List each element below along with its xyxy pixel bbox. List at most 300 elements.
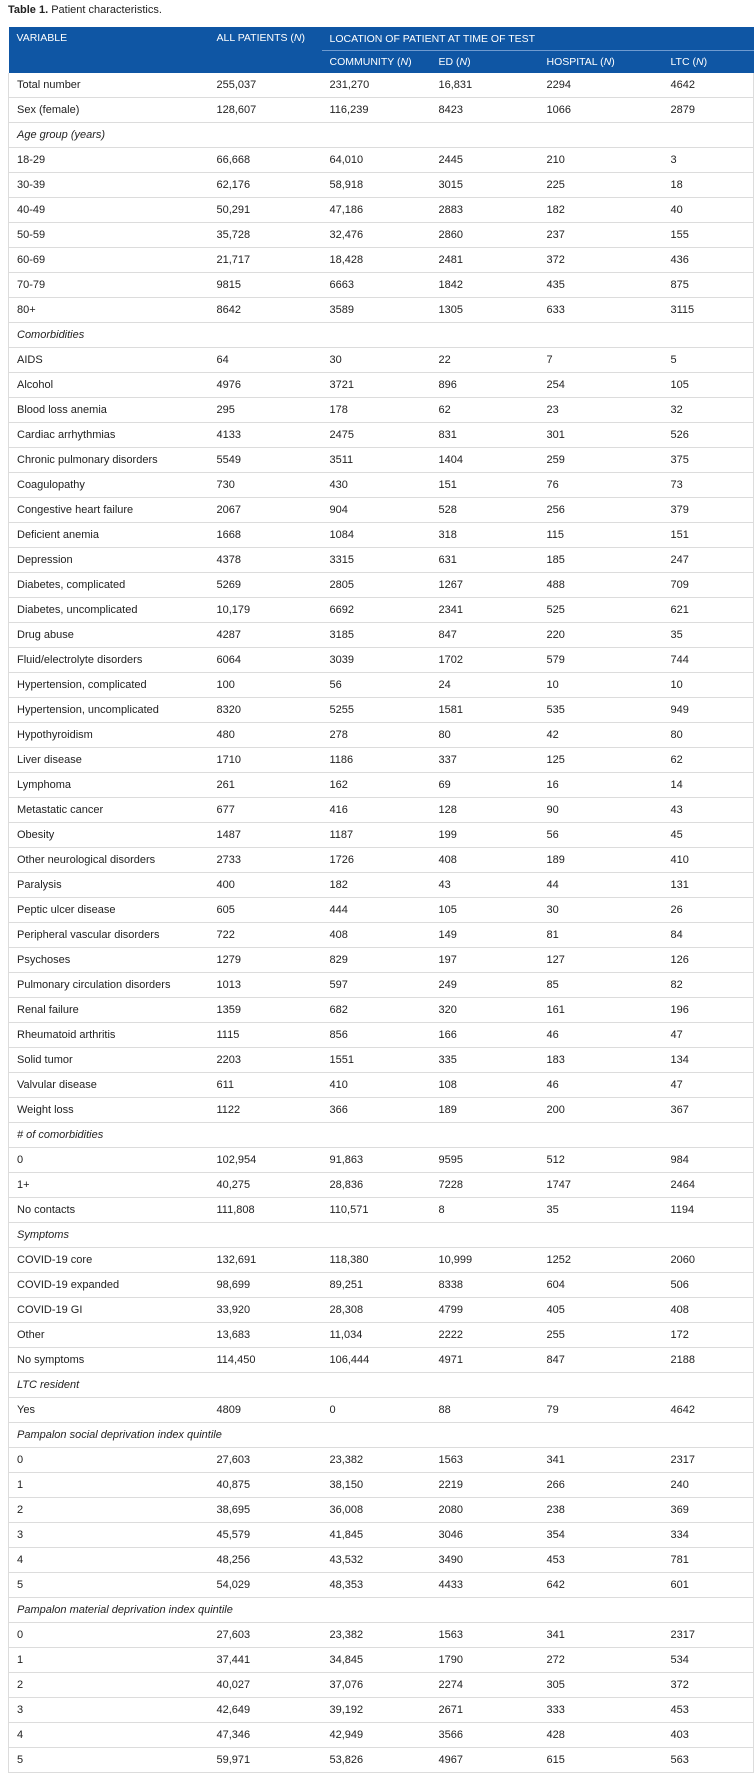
cell-ed: 1842 bbox=[431, 273, 539, 298]
cell-hospital: 372 bbox=[539, 248, 663, 273]
cell-community: 48,353 bbox=[322, 1573, 431, 1598]
cell-all-patients: 4378 bbox=[209, 548, 322, 573]
cell-variable: 0 bbox=[9, 1148, 209, 1173]
cell-ltc: 126 bbox=[663, 948, 754, 973]
cell-ltc: 563 bbox=[663, 1748, 754, 1773]
cell-ed: 2341 bbox=[431, 598, 539, 623]
cell-community: 64,010 bbox=[322, 148, 431, 173]
table-row bbox=[9, 748, 754, 773]
cell-ed: 8423 bbox=[431, 98, 539, 123]
cell-community: 2805 bbox=[322, 573, 431, 598]
cell-ltc: 375 bbox=[663, 448, 754, 473]
cell-all-patients: 1487 bbox=[209, 823, 322, 848]
cell-variable: Coagulopathy bbox=[9, 473, 209, 498]
section-header-row bbox=[9, 323, 754, 348]
cell-ltc: 408 bbox=[663, 1298, 754, 1323]
cell-community: 6692 bbox=[322, 598, 431, 623]
cell-ed: 199 bbox=[431, 823, 539, 848]
cell-variable: 1 bbox=[9, 1473, 209, 1498]
cell-all-patients: 100 bbox=[209, 673, 322, 698]
cell-ed: 7228 bbox=[431, 1173, 539, 1198]
section-header-row bbox=[9, 1223, 754, 1248]
cell-ltc: 875 bbox=[663, 273, 754, 298]
cell-all-patients: 1013 bbox=[209, 973, 322, 998]
cell-hospital: 604 bbox=[539, 1273, 663, 1298]
section-header-row bbox=[9, 1373, 754, 1398]
cell-all-patients: 1279 bbox=[209, 948, 322, 973]
table-row bbox=[9, 398, 754, 423]
cell-variable: Obesity bbox=[9, 823, 209, 848]
cell-ltc: 453 bbox=[663, 1698, 754, 1723]
cell-variable: Hypothyroidism bbox=[9, 723, 209, 748]
cell-ltc: 105 bbox=[663, 373, 754, 398]
cell-hospital: 220 bbox=[539, 623, 663, 648]
cell-all-patients: 605 bbox=[209, 898, 322, 923]
cell-ed: 249 bbox=[431, 973, 539, 998]
cell-community: 11,034 bbox=[322, 1323, 431, 1348]
cell-ed: 4433 bbox=[431, 1573, 539, 1598]
table-row bbox=[9, 1748, 754, 1773]
cell-ltc: 2188 bbox=[663, 1348, 754, 1373]
cell-variable: Psychoses bbox=[9, 948, 209, 973]
cell-ed: 105 bbox=[431, 898, 539, 923]
cell-all-patients: 13,683 bbox=[209, 1323, 322, 1348]
cell-variable: 3 bbox=[9, 1523, 209, 1548]
cell-community: 3185 bbox=[322, 623, 431, 648]
cell-ltc: 47 bbox=[663, 1073, 754, 1098]
cell-ltc: 621 bbox=[663, 598, 754, 623]
cell-variable: Valvular disease bbox=[9, 1073, 209, 1098]
table-row bbox=[9, 673, 754, 698]
cell-variable: Depression bbox=[9, 548, 209, 573]
cell-hospital: 225 bbox=[539, 173, 663, 198]
cell-community: 178 bbox=[322, 398, 431, 423]
cell-community: 856 bbox=[322, 1023, 431, 1048]
cell-hospital: 2294 bbox=[539, 73, 663, 98]
cell-hospital: 512 bbox=[539, 1148, 663, 1173]
table-row bbox=[9, 723, 754, 748]
cell-ltc: 372 bbox=[663, 1673, 754, 1698]
cell-ed: 3490 bbox=[431, 1548, 539, 1573]
cell-ed: 528 bbox=[431, 498, 539, 523]
cell-hospital: 535 bbox=[539, 698, 663, 723]
table-row bbox=[9, 898, 754, 923]
cell-hospital: 642 bbox=[539, 1573, 663, 1598]
cell-ed: 2860 bbox=[431, 223, 539, 248]
cell-community: 3721 bbox=[322, 373, 431, 398]
cell-ltc: 5 bbox=[663, 348, 754, 373]
cell-hospital: 305 bbox=[539, 1673, 663, 1698]
cell-ltc: 47 bbox=[663, 1023, 754, 1048]
cell-ltc: 4642 bbox=[663, 1398, 754, 1423]
header-all-patients: ALL PATIENTS (N) bbox=[209, 27, 322, 73]
cell-variable: 1+ bbox=[9, 1173, 209, 1198]
cell-community: 38,150 bbox=[322, 1473, 431, 1498]
cell-hospital: 79 bbox=[539, 1398, 663, 1423]
cell-ed: 1581 bbox=[431, 698, 539, 723]
cell-all-patients: 5549 bbox=[209, 448, 322, 473]
cell-all-patients: 132,691 bbox=[209, 1248, 322, 1273]
cell-variable: 18-29 bbox=[9, 148, 209, 173]
cell-community: 23,382 bbox=[322, 1448, 431, 1473]
cell-ltc: 32 bbox=[663, 398, 754, 423]
cell-hospital: 35 bbox=[539, 1198, 663, 1223]
cell-variable: Cardiac arrhythmias bbox=[9, 423, 209, 448]
cell-ltc: 172 bbox=[663, 1323, 754, 1348]
cell-ltc: 379 bbox=[663, 498, 754, 523]
cell-ltc: 410 bbox=[663, 848, 754, 873]
table-row bbox=[9, 1248, 754, 1273]
cell-ltc: 40 bbox=[663, 198, 754, 223]
cell-ed: 43 bbox=[431, 873, 539, 898]
cell-variable: Alcohol bbox=[9, 373, 209, 398]
cell-ed: 149 bbox=[431, 923, 539, 948]
cell-ltc: 62 bbox=[663, 748, 754, 773]
table-row bbox=[9, 198, 754, 223]
cell-all-patients: 2203 bbox=[209, 1048, 322, 1073]
cell-hospital: 488 bbox=[539, 573, 663, 598]
cell-ed: 408 bbox=[431, 848, 539, 873]
cell-hospital: 259 bbox=[539, 448, 663, 473]
cell-hospital: 125 bbox=[539, 748, 663, 773]
cell-all-patients: 1359 bbox=[209, 998, 322, 1023]
cell-ltc: 2060 bbox=[663, 1248, 754, 1273]
table-row bbox=[9, 1148, 754, 1173]
cell-hospital: 428 bbox=[539, 1723, 663, 1748]
cell-hospital: 200 bbox=[539, 1098, 663, 1123]
cell-community: 278 bbox=[322, 723, 431, 748]
cell-all-patients: 677 bbox=[209, 798, 322, 823]
cell-community: 3315 bbox=[322, 548, 431, 573]
table-caption-label: Table 1. bbox=[8, 4, 49, 16]
cell-hospital: 435 bbox=[539, 273, 663, 298]
cell-variable: 1 bbox=[9, 1648, 209, 1673]
cell-all-patients: 10,179 bbox=[209, 598, 322, 623]
table-caption-text: Patient characteristics. bbox=[51, 4, 162, 16]
cell-community: 58,918 bbox=[322, 173, 431, 198]
cell-ed: 337 bbox=[431, 748, 539, 773]
cell-ltc: 709 bbox=[663, 573, 754, 598]
cell-all-patients: 6064 bbox=[209, 648, 322, 673]
table-row bbox=[9, 148, 754, 173]
cell-community: 118,380 bbox=[322, 1248, 431, 1273]
cell-variable: 5 bbox=[9, 1573, 209, 1598]
cell-community: 904 bbox=[322, 498, 431, 523]
cell-hospital: 272 bbox=[539, 1648, 663, 1673]
cell-ed: 88 bbox=[431, 1398, 539, 1423]
cell-ed: 80 bbox=[431, 723, 539, 748]
cell-ed: 2883 bbox=[431, 198, 539, 223]
cell-hospital: 254 bbox=[539, 373, 663, 398]
cell-variable: Sex (female) bbox=[9, 98, 209, 123]
cell-community: 28,308 bbox=[322, 1298, 431, 1323]
section-header-row bbox=[9, 123, 754, 148]
table-row bbox=[9, 98, 754, 123]
cell-ltc: 80 bbox=[663, 723, 754, 748]
table-row bbox=[9, 373, 754, 398]
cell-community: 53,826 bbox=[322, 1748, 431, 1773]
cell-ed: 3046 bbox=[431, 1523, 539, 1548]
cell-community: 3589 bbox=[322, 298, 431, 323]
cell-hospital: 182 bbox=[539, 198, 663, 223]
cell-ed: 318 bbox=[431, 523, 539, 548]
cell-hospital: 76 bbox=[539, 473, 663, 498]
table-row bbox=[9, 623, 754, 648]
cell-community: 39,192 bbox=[322, 1698, 431, 1723]
cell-community: 34,845 bbox=[322, 1648, 431, 1673]
cell-ed: 69 bbox=[431, 773, 539, 798]
cell-variable: 50-59 bbox=[9, 223, 209, 248]
cell-variable: No contacts bbox=[9, 1198, 209, 1223]
cell-variable: 0 bbox=[9, 1623, 209, 1648]
cell-community: 23,382 bbox=[322, 1623, 431, 1648]
table-row bbox=[9, 473, 754, 498]
cell-ed: 197 bbox=[431, 948, 539, 973]
cell-community: 6663 bbox=[322, 273, 431, 298]
cell-community: 829 bbox=[322, 948, 431, 973]
cell-hospital: 615 bbox=[539, 1748, 663, 1773]
cell-variable: Other neurological disorders bbox=[9, 848, 209, 873]
section-label: Pampalon social deprivation index quintile bbox=[9, 1423, 754, 1448]
cell-ed: 10,999 bbox=[431, 1248, 539, 1273]
table-body bbox=[9, 73, 754, 1773]
cell-ltc: 781 bbox=[663, 1548, 754, 1573]
cell-ltc: 247 bbox=[663, 548, 754, 573]
cell-variable: 2 bbox=[9, 1498, 209, 1523]
cell-hospital: 127 bbox=[539, 948, 663, 973]
table-row bbox=[9, 1673, 754, 1698]
cell-ltc: 744 bbox=[663, 648, 754, 673]
cell-all-patients: 295 bbox=[209, 398, 322, 423]
cell-ed: 1702 bbox=[431, 648, 539, 673]
cell-ed: 166 bbox=[431, 1023, 539, 1048]
cell-ed: 2445 bbox=[431, 148, 539, 173]
cell-all-patients: 2067 bbox=[209, 498, 322, 523]
cell-ed: 896 bbox=[431, 373, 539, 398]
cell-all-patients: 35,728 bbox=[209, 223, 322, 248]
cell-variable: AIDS bbox=[9, 348, 209, 373]
cell-community: 366 bbox=[322, 1098, 431, 1123]
cell-ltc: 3 bbox=[663, 148, 754, 173]
cell-hospital: 115 bbox=[539, 523, 663, 548]
cell-all-patients: 98,699 bbox=[209, 1273, 322, 1298]
cell-ed: 128 bbox=[431, 798, 539, 823]
cell-ltc: 334 bbox=[663, 1523, 754, 1548]
cell-hospital: 525 bbox=[539, 598, 663, 623]
cell-hospital: 85 bbox=[539, 973, 663, 998]
cell-hospital: 1747 bbox=[539, 1173, 663, 1198]
table-row bbox=[9, 848, 754, 873]
cell-ltc: 534 bbox=[663, 1648, 754, 1673]
cell-all-patients: 4976 bbox=[209, 373, 322, 398]
cell-all-patients: 4287 bbox=[209, 623, 322, 648]
cell-variable: Drug abuse bbox=[9, 623, 209, 648]
cell-ed: 8338 bbox=[431, 1273, 539, 1298]
cell-hospital: 354 bbox=[539, 1523, 663, 1548]
cell-community: 410 bbox=[322, 1073, 431, 1098]
cell-hospital: 16 bbox=[539, 773, 663, 798]
table-row bbox=[9, 298, 754, 323]
cell-variable: 40-49 bbox=[9, 198, 209, 223]
cell-hospital: 161 bbox=[539, 998, 663, 1023]
cell-ed: 24 bbox=[431, 673, 539, 698]
cell-variable: Weight loss bbox=[9, 1098, 209, 1123]
cell-hospital: 633 bbox=[539, 298, 663, 323]
cell-all-patients: 64 bbox=[209, 348, 322, 373]
cell-all-patients: 1122 bbox=[209, 1098, 322, 1123]
table-row bbox=[9, 173, 754, 198]
table-row bbox=[9, 1573, 754, 1598]
cell-variable: Other bbox=[9, 1323, 209, 1348]
cell-ltc: 369 bbox=[663, 1498, 754, 1523]
header-location-group: LOCATION OF PATIENT AT TIME OF TEST bbox=[322, 27, 754, 51]
table-row bbox=[9, 1173, 754, 1198]
table-row bbox=[9, 1348, 754, 1373]
cell-variable: Pulmonary circulation disorders bbox=[9, 973, 209, 998]
cell-hospital: 341 bbox=[539, 1623, 663, 1648]
cell-all-patients: 5269 bbox=[209, 573, 322, 598]
cell-ed: 4967 bbox=[431, 1748, 539, 1773]
cell-variable: 4 bbox=[9, 1723, 209, 1748]
table-row bbox=[9, 698, 754, 723]
table-row bbox=[9, 1098, 754, 1123]
table-row bbox=[9, 1073, 754, 1098]
table-row bbox=[9, 448, 754, 473]
cell-ltc: 526 bbox=[663, 423, 754, 448]
table-row bbox=[9, 1623, 754, 1648]
table-row bbox=[9, 823, 754, 848]
cell-community: 1726 bbox=[322, 848, 431, 873]
cell-hospital: 238 bbox=[539, 1498, 663, 1523]
cell-hospital: 1066 bbox=[539, 98, 663, 123]
cell-community: 47,186 bbox=[322, 198, 431, 223]
table-row bbox=[9, 273, 754, 298]
cell-variable: Paralysis bbox=[9, 873, 209, 898]
cell-ltc: 82 bbox=[663, 973, 754, 998]
cell-community: 116,239 bbox=[322, 98, 431, 123]
cell-hospital: 847 bbox=[539, 1348, 663, 1373]
cell-all-patients: 62,176 bbox=[209, 173, 322, 198]
cell-ltc: 3115 bbox=[663, 298, 754, 323]
table-caption bbox=[8, 4, 162, 16]
cell-all-patients: 4809 bbox=[209, 1398, 322, 1423]
cell-ed: 1404 bbox=[431, 448, 539, 473]
cell-variable: Hypertension, uncomplicated bbox=[9, 698, 209, 723]
cell-community: 28,836 bbox=[322, 1173, 431, 1198]
section-label: Age group (years) bbox=[9, 123, 754, 148]
cell-all-patients: 2733 bbox=[209, 848, 322, 873]
cell-hospital: 453 bbox=[539, 1548, 663, 1573]
cell-variable: Rheumatoid arthritis bbox=[9, 1023, 209, 1048]
table-row bbox=[9, 498, 754, 523]
cell-ltc: 367 bbox=[663, 1098, 754, 1123]
cell-community: 36,008 bbox=[322, 1498, 431, 1523]
cell-community: 56 bbox=[322, 673, 431, 698]
cell-hospital: 30 bbox=[539, 898, 663, 923]
header-ltc: LTC (N) bbox=[663, 51, 754, 74]
cell-hospital: 1252 bbox=[539, 1248, 663, 1273]
cell-variable: 2 bbox=[9, 1673, 209, 1698]
cell-ltc: 4642 bbox=[663, 73, 754, 98]
cell-all-patients: 38,695 bbox=[209, 1498, 322, 1523]
cell-community: 42,949 bbox=[322, 1723, 431, 1748]
cell-ltc: 134 bbox=[663, 1048, 754, 1073]
cell-community: 3511 bbox=[322, 448, 431, 473]
patient-characteristics-table bbox=[8, 27, 754, 1773]
cell-ed: 320 bbox=[431, 998, 539, 1023]
cell-all-patients: 8320 bbox=[209, 698, 322, 723]
section-label: Symptoms bbox=[9, 1223, 754, 1248]
table-row bbox=[9, 973, 754, 998]
cell-ed: 2671 bbox=[431, 1698, 539, 1723]
cell-all-patients: 722 bbox=[209, 923, 322, 948]
cell-ltc: 18 bbox=[663, 173, 754, 198]
cell-hospital: 256 bbox=[539, 498, 663, 523]
cell-hospital: 7 bbox=[539, 348, 663, 373]
cell-community: 30 bbox=[322, 348, 431, 373]
cell-community: 91,863 bbox=[322, 1148, 431, 1173]
cell-community: 408 bbox=[322, 923, 431, 948]
cell-community: 110,571 bbox=[322, 1198, 431, 1223]
cell-ltc: 984 bbox=[663, 1148, 754, 1173]
cell-variable: 60-69 bbox=[9, 248, 209, 273]
header-variable: VARIABLE bbox=[9, 27, 209, 73]
cell-ed: 9595 bbox=[431, 1148, 539, 1173]
cell-ed: 2219 bbox=[431, 1473, 539, 1498]
cell-all-patients: 8642 bbox=[209, 298, 322, 323]
cell-ltc: 45 bbox=[663, 823, 754, 848]
cell-ltc: 196 bbox=[663, 998, 754, 1023]
cell-community: 106,444 bbox=[322, 1348, 431, 1373]
cell-ltc: 26 bbox=[663, 898, 754, 923]
cell-ed: 22 bbox=[431, 348, 539, 373]
cell-hospital: 10 bbox=[539, 673, 663, 698]
section-label: Pampalon material deprivation index quintile bbox=[9, 1598, 754, 1623]
cell-ed: 2274 bbox=[431, 1673, 539, 1698]
cell-all-patients: 261 bbox=[209, 773, 322, 798]
cell-ltc: 73 bbox=[663, 473, 754, 498]
table-row bbox=[9, 223, 754, 248]
cell-variable: 70-79 bbox=[9, 273, 209, 298]
cell-variable: Total number bbox=[9, 73, 209, 98]
cell-hospital: 333 bbox=[539, 1698, 663, 1723]
cell-community: 89,251 bbox=[322, 1273, 431, 1298]
cell-ltc: 84 bbox=[663, 923, 754, 948]
cell-variable: Diabetes, uncomplicated bbox=[9, 598, 209, 623]
cell-all-patients: 27,603 bbox=[209, 1448, 322, 1473]
cell-hospital: 255 bbox=[539, 1323, 663, 1348]
cell-ltc: 10 bbox=[663, 673, 754, 698]
cell-all-patients: 111,808 bbox=[209, 1198, 322, 1223]
cell-variable: Peripheral vascular disorders bbox=[9, 923, 209, 948]
cell-community: 5255 bbox=[322, 698, 431, 723]
cell-hospital: 44 bbox=[539, 873, 663, 898]
cell-all-patients: 40,027 bbox=[209, 1673, 322, 1698]
cell-all-patients: 400 bbox=[209, 873, 322, 898]
cell-all-patients: 9815 bbox=[209, 273, 322, 298]
cell-ltc: 1194 bbox=[663, 1198, 754, 1223]
cell-hospital: 81 bbox=[539, 923, 663, 948]
cell-all-patients: 66,668 bbox=[209, 148, 322, 173]
cell-hospital: 46 bbox=[539, 1023, 663, 1048]
cell-ltc: 2317 bbox=[663, 1448, 754, 1473]
cell-all-patients: 1115 bbox=[209, 1023, 322, 1048]
cell-variable: No symptoms bbox=[9, 1348, 209, 1373]
table-row bbox=[9, 1473, 754, 1498]
cell-ed: 847 bbox=[431, 623, 539, 648]
cell-all-patients: 37,441 bbox=[209, 1648, 322, 1673]
table-row bbox=[9, 573, 754, 598]
